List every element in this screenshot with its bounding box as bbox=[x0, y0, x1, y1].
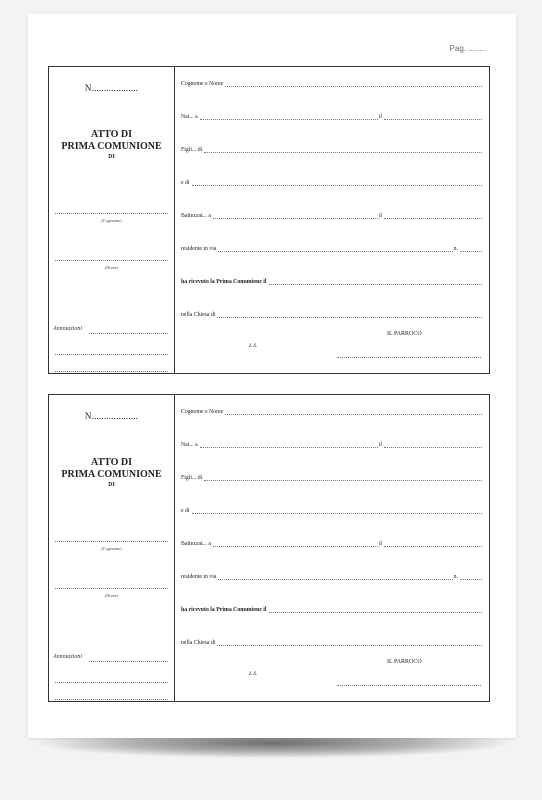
church-row bbox=[181, 310, 483, 320]
resident-label: residente in via bbox=[181, 246, 217, 252]
baptized-label: Battezzat... a bbox=[181, 213, 211, 219]
annotations-field-3[interactable] bbox=[55, 699, 168, 700]
baptized-on-label: il bbox=[378, 541, 382, 547]
record-number-label: N................... bbox=[84, 83, 139, 93]
street-field[interactable] bbox=[218, 251, 452, 252]
received-label: ha ricevuto la Prima Comunione il bbox=[181, 607, 267, 613]
street-field[interactable] bbox=[218, 579, 452, 580]
mother-field[interactable] bbox=[192, 185, 482, 186]
and-of-label: e di bbox=[181, 508, 190, 514]
name-field[interactable] bbox=[55, 588, 168, 589]
church-label: nella Chiesa di bbox=[181, 640, 216, 646]
seal-label: L.S. bbox=[249, 671, 258, 677]
baptized-on-label: il bbox=[378, 213, 382, 219]
priest-label: IL PARROCO bbox=[387, 659, 422, 665]
title-line-2: PRIMA COMUNIONE bbox=[61, 469, 162, 480]
name-caption: (Nome) bbox=[104, 593, 119, 598]
surname-field[interactable] bbox=[55, 213, 168, 214]
record-number-label: N................... bbox=[84, 411, 139, 421]
and-of-row bbox=[181, 178, 483, 188]
form-title bbox=[49, 129, 174, 161]
and-of-label: e di bbox=[181, 180, 190, 186]
communion-form-1 bbox=[48, 66, 490, 374]
surname-caption: (Cognome) bbox=[101, 546, 122, 551]
child-of-row bbox=[181, 145, 483, 155]
baptism-place-field[interactable] bbox=[213, 218, 378, 219]
surname-name-row bbox=[181, 407, 483, 417]
father-field[interactable] bbox=[204, 152, 482, 153]
resident-row bbox=[181, 244, 483, 254]
communion-row bbox=[181, 277, 483, 287]
birthdate-field[interactable] bbox=[384, 447, 482, 448]
surname-name-label: Cognome e Nome bbox=[181, 81, 224, 87]
street-number-field[interactable] bbox=[460, 251, 482, 252]
birth-row bbox=[181, 112, 483, 122]
title-line-2: PRIMA COMUNIONE bbox=[61, 141, 162, 152]
priest-signature-field[interactable] bbox=[337, 357, 481, 358]
title-line-3: DI bbox=[108, 154, 115, 160]
street-number-field[interactable] bbox=[460, 579, 482, 580]
child-of-row bbox=[181, 473, 483, 483]
number-label: n. bbox=[453, 574, 458, 580]
born-on-label: il bbox=[378, 114, 382, 120]
birthplace-field[interactable] bbox=[200, 119, 378, 120]
baptized-label: Battezzat... a bbox=[181, 541, 211, 547]
baptism-row bbox=[181, 539, 483, 549]
form-stub bbox=[49, 395, 175, 701]
resident-row bbox=[181, 572, 483, 582]
form-body bbox=[175, 395, 489, 701]
born-label: Nat... a bbox=[181, 442, 198, 448]
church-label: nella Chiesa di bbox=[181, 312, 216, 318]
title-line-1: ATTO DI bbox=[90, 457, 133, 468]
church-field[interactable] bbox=[217, 317, 482, 318]
title-line-3: DI bbox=[108, 482, 115, 488]
and-of-row bbox=[181, 506, 483, 516]
father-field[interactable] bbox=[204, 480, 482, 481]
number-label: n. bbox=[453, 246, 458, 252]
annotations-label: Annotazioni bbox=[53, 326, 83, 332]
communion-form-2 bbox=[48, 394, 490, 702]
communion-date-field[interactable] bbox=[269, 612, 483, 613]
birthplace-field[interactable] bbox=[200, 447, 378, 448]
priest-signature-field[interactable] bbox=[337, 685, 481, 686]
annotations-field-3[interactable] bbox=[55, 371, 168, 372]
annotations-field-2[interactable] bbox=[55, 682, 168, 683]
title-line-1: ATTO DI bbox=[90, 129, 133, 140]
communion-date-field[interactable] bbox=[269, 284, 483, 285]
document-sheet bbox=[28, 14, 516, 738]
form-body bbox=[175, 67, 489, 373]
communion-row bbox=[181, 605, 483, 615]
resident-label: residente in via bbox=[181, 574, 217, 580]
surname-field[interactable] bbox=[55, 541, 168, 542]
baptism-date-field[interactable] bbox=[384, 546, 482, 547]
surname-name-label: Cognome e Nome bbox=[181, 409, 224, 415]
surname-name-row bbox=[181, 79, 483, 89]
church-field[interactable] bbox=[217, 645, 482, 646]
baptism-date-field[interactable] bbox=[384, 218, 482, 219]
priest-label: IL PARROCO bbox=[387, 331, 422, 337]
baptism-row bbox=[181, 211, 483, 221]
surname-name-field[interactable] bbox=[225, 414, 482, 415]
name-caption: (Nome) bbox=[104, 265, 119, 270]
page-number: Pag. ........ bbox=[449, 44, 486, 53]
birthdate-field[interactable] bbox=[384, 119, 482, 120]
form-stub bbox=[49, 67, 175, 373]
church-row bbox=[181, 638, 483, 648]
form-title bbox=[49, 457, 174, 489]
seal-label: L.S. bbox=[249, 343, 258, 349]
born-on-label: il bbox=[378, 442, 382, 448]
surname-name-field[interactable] bbox=[225, 86, 482, 87]
child-of-label: Figli... di bbox=[181, 147, 203, 153]
annotations-label: Annotazioni bbox=[53, 654, 83, 660]
mother-field[interactable] bbox=[192, 513, 482, 514]
birth-row bbox=[181, 440, 483, 450]
received-label: ha ricevuto la Prima Comunione il bbox=[181, 279, 267, 285]
annotations-field-1[interactable] bbox=[89, 333, 168, 334]
annotations-field-2[interactable] bbox=[55, 354, 168, 355]
baptism-place-field[interactable] bbox=[213, 546, 378, 547]
surname-caption: (Cognome) bbox=[101, 218, 122, 223]
name-field[interactable] bbox=[55, 260, 168, 261]
annotations-field-1[interactable] bbox=[89, 661, 168, 662]
born-label: Nat... a bbox=[181, 114, 198, 120]
child-of-label: Figli... di bbox=[181, 475, 203, 481]
